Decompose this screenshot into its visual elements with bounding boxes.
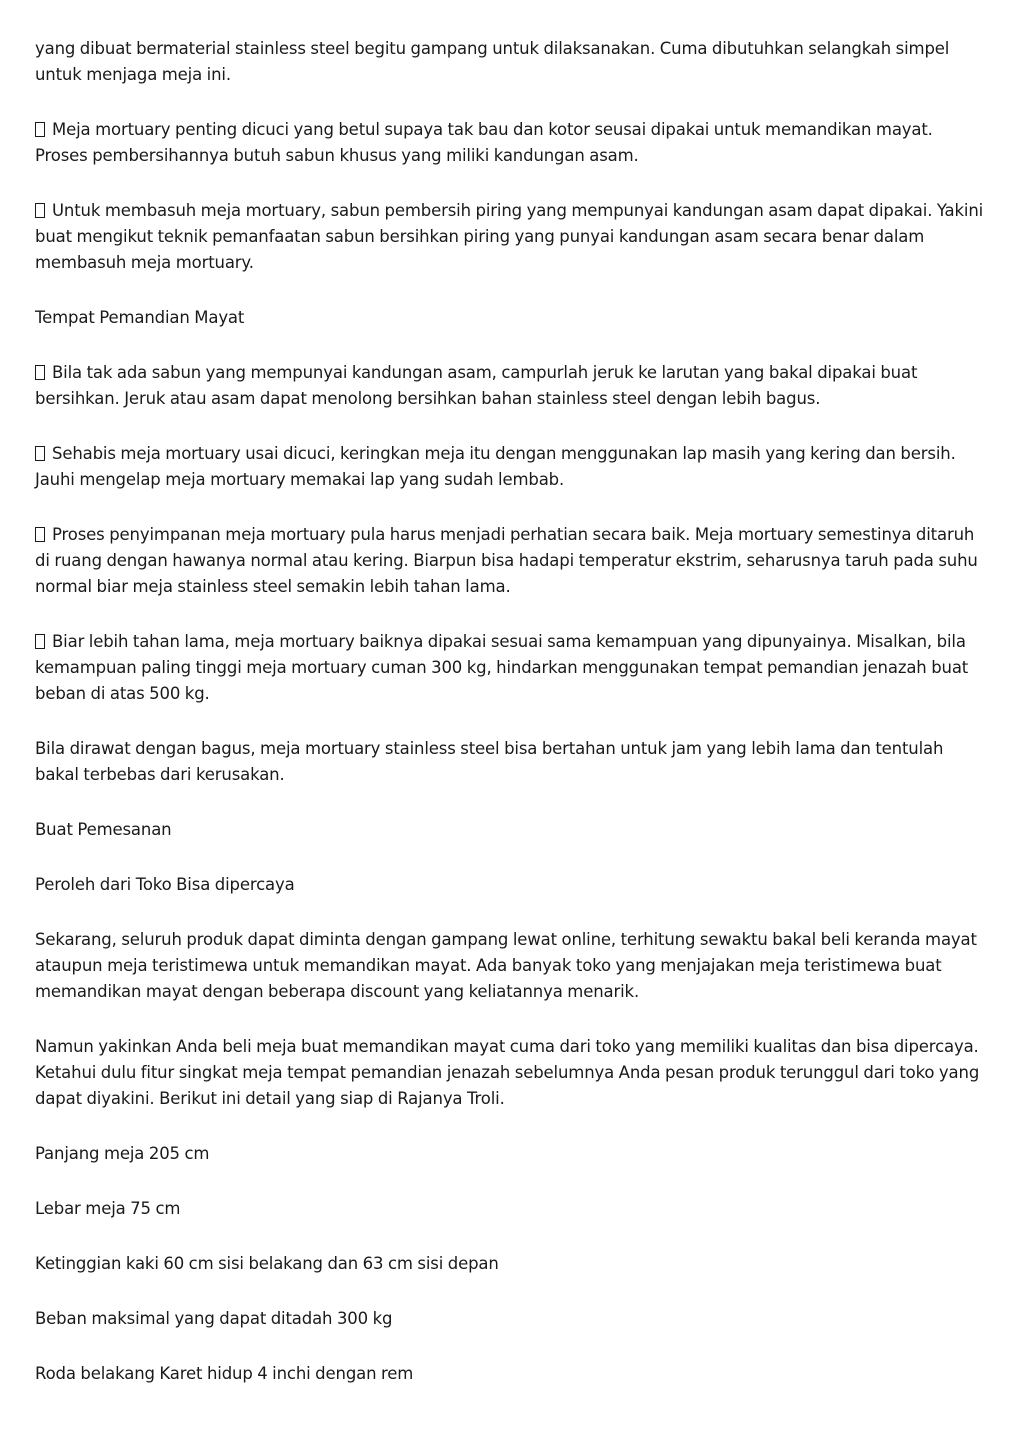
- missing-glyph-bullet-icon: [35, 122, 45, 137]
- spec-line: Roda belakang Karet hidup 4 inchi dengan rem: [35, 1364, 414, 1383]
- section-heading: Peroleh dari Toko Bisa dipercaya: [35, 875, 295, 894]
- paragraph: yang dibuat bermaterial stainless steel begitu gampang untuk dilaksanakan. Cuma dibutuhkan selangkah simpel untuk menjaga meja ini.: [35, 39, 950, 84]
- paragraph: Namun yakinkan Anda beli meja buat memandikan mayat cuma dari toko yang memiliki kualitas dan bisa dipercaya. Ketahui dulu fitur singkat meja tempat pemandian jenazah sebelumnya Anda pesan produk terunggul dari toko yang dapat diyakini. Berikut ini detail yang siap di Rajanya Troli.: [35, 1037, 980, 1108]
- spec-line: Lebar meja 75 cm: [35, 1199, 181, 1218]
- missing-glyph-bullet-icon: [35, 527, 45, 542]
- paragraph: Bila dirawat dengan bagus, meja mortuary stainless steel bisa bertahan untuk jam yang lebih lama dan tentulah bakal terbebas dari kerusakan.: [35, 739, 944, 784]
- spec-line: Beban maksimal yang dapat ditadah 300 kg: [35, 1309, 393, 1328]
- missing-glyph-bullet-icon: [35, 634, 45, 649]
- paragraph: Sekarang, seluruh produk dapat diminta dengan gampang lewat online, terhitung sewaktu bakal beli keranda mayat ataupun meja teristimewa untuk memandikan mayat. Ada banyak toko yang menjajakan meja teristimewa buat memandikan mayat dengan beberapa discount yang keliatannya menarik.: [35, 930, 977, 1001]
- bullet-paragraph: Untuk membasuh meja mortuary, sabun pembersih piring yang mempunyai kandungan asam dapat dipakai. Yakini buat mengikut teknik pemanfaatan sabun bersihkan piring yang punyai kandungan asam secara benar dalam membasuh meja mortuary.: [35, 201, 984, 272]
- section-heading: Tempat Pemandian Mayat: [35, 308, 245, 327]
- bullet-paragraph: Bila tak ada sabun yang mempunyai kandungan asam, campurlah jeruk ke larutan yang bakal dipakai buat bersihkan. Jeruk atau asam dapat menolong bersihkan bahan stainless steel dengan lebih bagus.: [35, 363, 918, 408]
- document-page: [35, 36, 985, 1416]
- bullet-paragraph: Sehabis meja mortuary usai dicuci, keringkan meja itu dengan menggunakan lap masih yang kering dan bersih. Jauhi mengelap meja mortuary memakai lap yang sudah lembab.: [35, 444, 956, 489]
- bullet-paragraph: Biar lebih tahan lama, meja mortuary baiknya dipakai sesuai sama kemampuan yang dipunyainya. Misalkan, bila kemampuan paling tinggi meja mortuary cuman 300 kg, hindarkan menggunakan tempat pemandian jenazah buat beban di atas 500 kg.: [35, 632, 969, 703]
- missing-glyph-bullet-icon: [35, 203, 45, 218]
- missing-glyph-bullet-icon: [35, 446, 45, 461]
- section-heading: Buat Pemesanan: [35, 820, 172, 839]
- spec-line: Panjang meja 205 cm: [35, 1144, 210, 1163]
- bullet-paragraph: Meja mortuary penting dicuci yang betul supaya tak bau dan kotor seusai dipakai untuk memandikan mayat. Proses pembersihannya butuh sabun khusus yang miliki kandungan asam.: [35, 120, 933, 165]
- missing-glyph-bullet-icon: [35, 365, 45, 380]
- bullet-paragraph: Proses penyimpanan meja mortuary pula harus menjadi perhatian secara baik. Meja mortuary semestinya ditaruh di ruang dengan hawanya normal atau kering. Biarpun bisa hadapi temperatur ekstrim, seharusnya taruh pada suhu normal biar meja stainless steel semakin lebih tahan lama.: [35, 525, 978, 596]
- spec-line: Ketinggian kaki 60 cm sisi belakang dan 63 cm sisi depan: [35, 1254, 499, 1273]
